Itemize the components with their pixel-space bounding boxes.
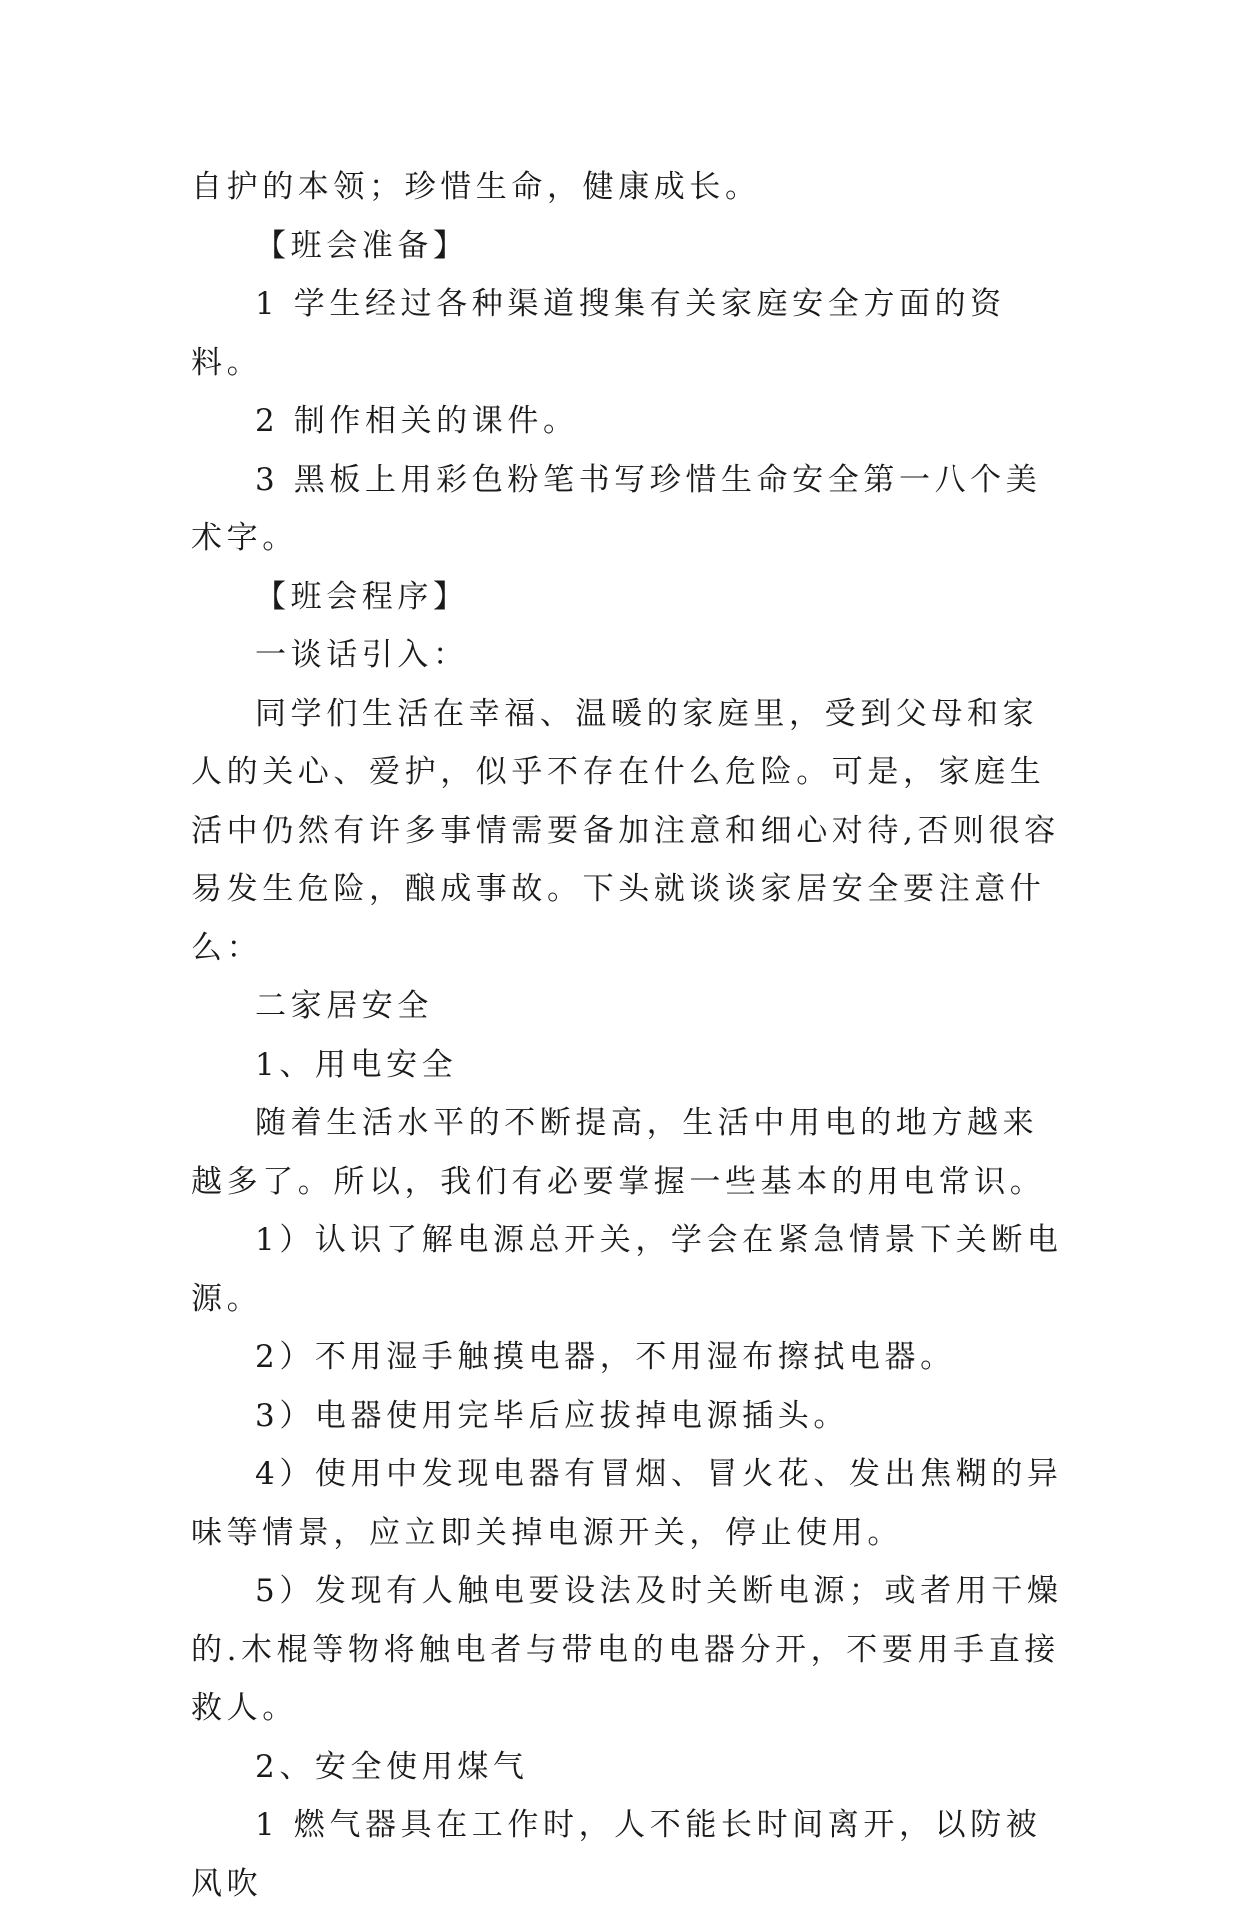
paragraph: 3 黑板上用彩色粉笔书写珍惜生命安全第一八个美术字。: [191, 461, 1042, 556]
list-item: 3）电器使用完毕后应拔掉电源插头。: [255, 1397, 849, 1434]
section-heading-preparation: 【班会准备】: [255, 227, 469, 264]
subheading: 2、安全使用煤气: [255, 1748, 529, 1785]
section-heading-procedure: 【班会程序】: [255, 578, 469, 615]
paragraph: 1 学生经过各种渠道搜集有关家庭安全方面的资料。: [191, 286, 1006, 381]
list-item: 5）发现有人触电要设法及时关断电源；或者用干燥的.木棍等物将触电者与带电的电器分开，不要用手直接救人。: [191, 1573, 1063, 1726]
paragraph: 2 制作相关的课件。: [255, 403, 579, 439]
list-item: 4）使用中发现电器有冒烟、冒火花、发出焦糊的异味等情景，应立即关掉电源开关，停止使用。: [191, 1456, 1063, 1551]
subheading: 一谈话引入：: [255, 637, 469, 673]
list-item: 1）认识了解电源总开关，学会在紧急情景下关断电源。: [191, 1222, 1063, 1317]
paragraph: 同学们生活在幸福、温暖的家庭里，受到父母和家人的关心、爱护，似乎不存在什么危险。可是，家庭生活中仍然有许多事情需要备加注意和细心对待,否则很容易发生危险，酿成事故。下头就谈谈家居安全要注意什么：: [191, 695, 1060, 966]
document-body: [191, 158, 1071, 1913]
subheading: 1、用电安全: [255, 1046, 458, 1083]
subheading: 二家居安全: [255, 988, 433, 1024]
paragraph: 1 燃气器具在工作时，人不能长时间离开，以防被风吹: [191, 1807, 1042, 1902]
paragraph: 自护的本领；珍惜生命，健康成长。: [191, 169, 761, 205]
paragraph: 随着生活水平的不断提高，生活中用电的地方越来越多了。所以，我们有必要掌握一些基本的用电常识。: [191, 1105, 1046, 1200]
list-item: 2）不用湿手触摸电器，不用湿布擦拭电器。: [255, 1339, 956, 1375]
